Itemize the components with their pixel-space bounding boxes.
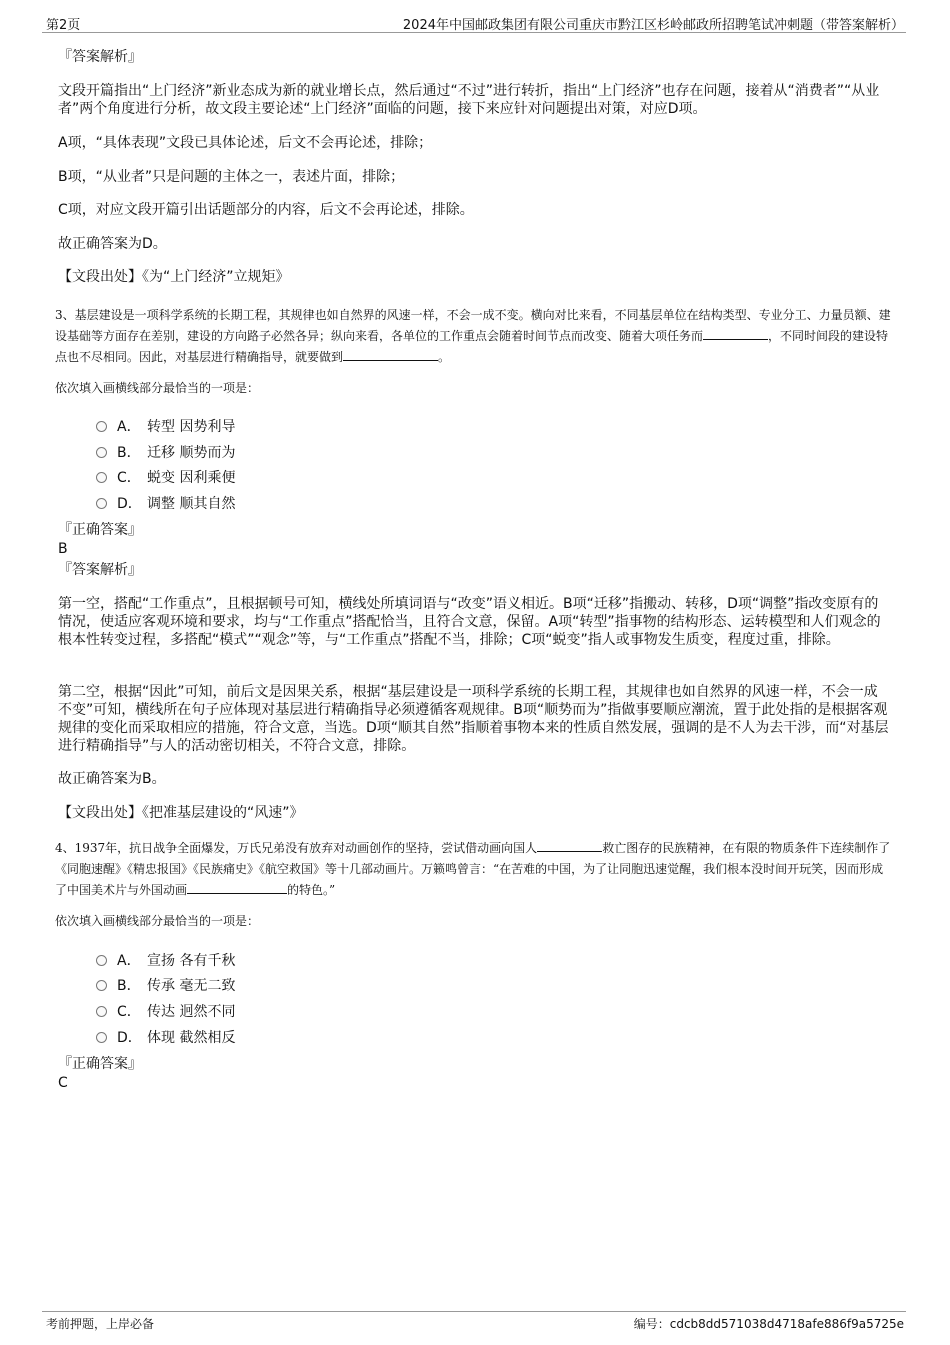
analysis-heading: 『答案解析』 — [58, 562, 142, 578]
radio-button[interactable] — [96, 1006, 107, 1017]
answer-conclusion: 故正确答案为B。 — [58, 771, 166, 787]
document-title: 2024年中国邮政集团有限公司重庆市黔江区杉岭邮政所招聘笔试冲刺题（带答案解析） — [402, 18, 904, 33]
correct-answer-heading: 『正确答案』 — [58, 522, 142, 538]
correct-answer: B — [58, 541, 68, 557]
option-c[interactable]: C． 蜕变 因利乘便 — [96, 467, 235, 487]
radio-button[interactable] — [96, 980, 107, 991]
analysis-heading: 『答案解析』 — [58, 49, 142, 65]
footer-divider — [42, 1311, 906, 1312]
radio-button[interactable] — [96, 421, 107, 432]
radio-button[interactable] — [96, 447, 107, 458]
analysis-paragraph-1: 第一空，搭配“工作重点”，且根据顿号可知，横线处所填词语与“改变”语义相近。B项“迁移”指搬动、转移，D项“调整”指改变原有的情况，使适应客观环境和要求，均与“工作重点”搭配恰当，且符合文意，保留。A项“转型”指事物的结构形态、运转模型和人们观念的根本性转变过程，多搭配“模式”“观念”等，与“工作重点”搭配不当，排除；C项“蜕变”指人或事物发生质变，程度过重，排除。 — [58, 596, 881, 648]
option-a[interactable]: A． 转型 因势利导 — [96, 416, 235, 436]
correct-answer: C — [58, 1075, 68, 1091]
question-4-prompt: 依次填入画横线部分最恰当的一项是： — [55, 914, 260, 928]
radio-button[interactable] — [96, 1032, 107, 1043]
question-3-text: 3、基层建设是一项科学系统的长期工程，其规律也如自然界的风速一样，不会一成不变。横向对比来看，不同基层单位在结构类型、专业分工、力量员额、建设基础等方面存在差别，建设的方向路子必然各异；纵向来看，各单位的工作重点会随着时间节点而改变、随着大项任务而 ，不同时间段的建设特点也不尽相同。因此，对基层进行精确指导，就要做到 。 — [55, 308, 891, 364]
blank-2 — [343, 348, 438, 361]
analysis-paragraph: 文段开篇指出“上门经济”新业态成为新的就业增长点，然后通过“不过”进行转折，指出“上门经济”也存在问题，接着从“消费者”“从业者”两个角度进行分析，故文段主要论述“上门经济”面临的问题，接下来应针对问题提出对策，对应D项。 — [58, 83, 880, 117]
source-citation: 【文段出处】《把准基层建设的“风速”》 — [58, 805, 304, 821]
option-b[interactable]: B． 迁移 顺势而为 — [96, 442, 235, 462]
analysis-paragraph-2: 第二空，根据“因此”可知，前后文是因果关系，根据“基层建设是一项科学系统的长期工程，其规律也如自然界的风速一样，不会一成不变”可知，横线所在句子应体现对基层进行精确指导必须遵循客观规律。B项“顺势而为”指做事要顺应潮流，置于此处指的是根据客观规律的变化而采取相应的措施，符合文意，当选。D项“顺其自然”指顺着事物本来的性质自然发展，强调的是不人为去干涉，而“对基层进行精确指导”与人的活动密切相关，不符合文意，排除。 — [58, 684, 889, 754]
radio-button[interactable] — [96, 472, 107, 483]
option-d[interactable]: D． 调整 顺其自然 — [96, 493, 235, 513]
correct-answer-heading: 『正确答案』 — [58, 1056, 142, 1072]
analysis-option-a: A项，“具体表现”文段已具体论述，后文不会再论述，排除； — [58, 135, 433, 151]
question-4-text: 4、1937年，抗日战争全面爆发，万氏兄弟没有放弃对动画创作的坚持，尝试借动画向国人 救亡图存的民族精神，在有限的物质条件下连续制作了《同胞速醒》《精忠报国》《民族痛史》《航空救国》等十几部动画片。万籁鸣曾言：“在苦难的中国，为了让同胞迅速觉醒，我们根本没时间开玩笑，因而形成了中国美术片与外国动画 的特色。” — [55, 841, 891, 897]
page-number: 第2页 — [46, 18, 81, 33]
blank-1 — [537, 839, 602, 852]
footer-slogan: 考前押题，上岸必备 — [46, 1317, 155, 1331]
analysis-option-c: C项，对应文段开篇引出话题部分的内容，后文不会再论述，排除。 — [58, 202, 474, 218]
answer-conclusion: 故正确答案为D。 — [58, 236, 167, 252]
option-c[interactable]: C． 传达 迥然不同 — [96, 1001, 235, 1021]
analysis-option-b: B项，“从业者”只是问题的主体之一，表述片面，排除； — [58, 169, 405, 185]
document-code: 编号：cdcb8dd571038d4718afe886f9a5725e — [633, 1317, 904, 1331]
header-divider — [42, 32, 906, 33]
option-d[interactable]: D． 体现 截然相反 — [96, 1027, 235, 1047]
option-a[interactable]: A． 宣扬 各有千秋 — [96, 950, 235, 970]
blank-2 — [187, 881, 287, 894]
source-citation: 【文段出处】《为“上门经济”立规矩》 — [58, 269, 290, 285]
question-3-prompt: 依次填入画横线部分最恰当的一项是： — [55, 381, 260, 395]
option-b[interactable]: B． 传承 毫无二致 — [96, 975, 235, 995]
radio-button[interactable] — [96, 498, 107, 509]
radio-button[interactable] — [96, 955, 107, 966]
blank-1 — [703, 327, 768, 340]
